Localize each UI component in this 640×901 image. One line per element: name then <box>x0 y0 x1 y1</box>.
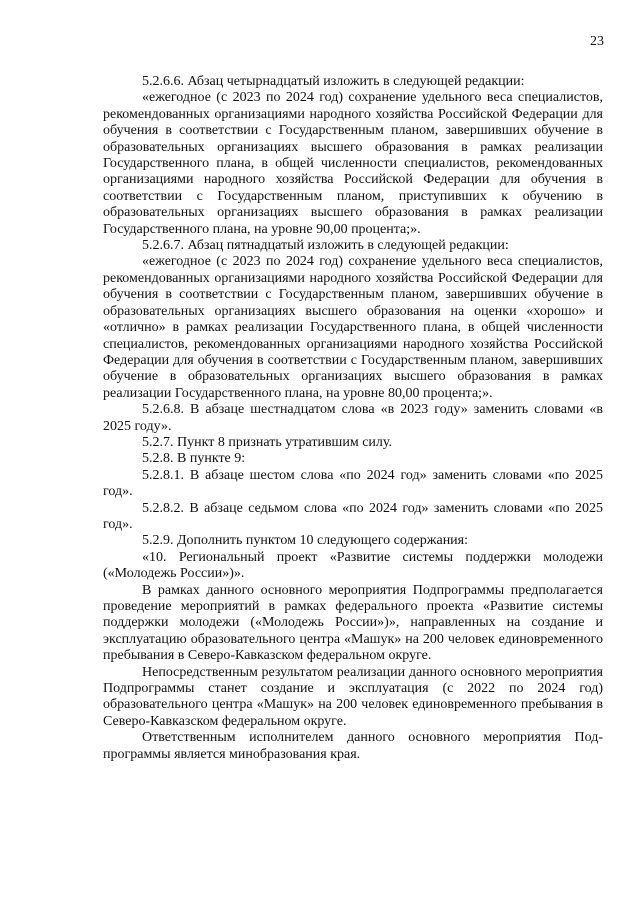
paragraph-regional-project-title: «10. Региональный проект «Развитие системы поддержки молодежи («Молодежь России»)». <box>103 549 603 582</box>
paragraph-project-result: Непосредственным результатом реализации данного основного мероприятия Подпрограммы станет создание и эксплуатация (с 2022 по 2024 год) образовательного центра «Машук» на 200 человек единовременного пребывания в Северо-Кавказском федеральном округе. <box>103 664 603 729</box>
paragraph-5-2-8-1: 5.2.8.1. В абзаце шестом слова «по 2024 год» заменить словами «по 2025 год». <box>103 467 603 500</box>
paragraph-5-2-7: 5.2.7. Пункт 8 признать утратившим силу. <box>142 434 392 450</box>
paragraph-responsible-executor: Ответственным исполнителем данного основного мероприятия Подпрограммы является минобразования края. <box>103 730 603 762</box>
paragraph-5-2-8: 5.2.8. В пункте 9: <box>142 451 246 467</box>
paragraph-5-2-6-7-heading: 5.2.6.7. Абзац пятнадцатый изложить в следующей редакции: <box>142 238 509 254</box>
paragraph-5-2-8-2: 5.2.8.2. В абзаце седьмом слова «по 2024 год» заменить словами «по 2025 год». <box>103 500 603 532</box>
paragraph-5-2-6-8: 5.2.6.8. В абзаце шестнадцатом слова «в 2023 году» заменить словами «в 2025 году». <box>103 402 603 434</box>
paragraph-5-2-6-6-heading: 5.2.6.6. Абзац четырнадцатый изложить в следующей редакции: <box>142 74 525 89</box>
paragraph-5-2-6-6-text: «ежегодное (с 2023 по 2024 год) сохранение удельного веса специалистов, рекомендованных организациями народного хозяйства Российской Федерации для обучения в соответствии с Государственным планом, завершивших обучение в образовательных организациях высшего образования в рамках реализации Государственного плана, в общей численности специалистов, рекомендованных организациями народного хозяйства Российской Федерации для обучения в соответствии с Государственным планом, приступивших к обучению в образовательных организациях высшего образования в рамках реализации Государственного плана, на уровне 90,00 процента;». <box>103 90 603 237</box>
paragraph-5-2-6-7-text: «ежегодное (с 2023 по 2024 год) сохранение удельного веса специалистов, рекомендованных организациями народного хозяйства Российской Федерации для обучения в соответствии с Государственным планом, завершивших обучение в образовательных организациях высшего образования на оценки «хорошо» и «отлично» в рамках реализации Государственного плана, в общей численности специалистов, рекомендованных организациями народного хозяйства Российской Федерации для обучения в соответствии с Государственным планом, завершивших обучение в образовательных организациях высшего образования в рамках реализации Государственного плана, на уровне 80,00 процента;». <box>103 254 603 401</box>
page-number: 23 <box>590 34 604 49</box>
paragraph-project-description: В рамках данного основного мероприятия Подпрограммы предполагается проведение мероприятий в рамках федерального проекта «Развитие системы поддержки молодежи («Молодежь России»)», направленных на создание и эксплуатацию образовательного центра «Машук» на 200 человек единовременного пребывания в Северо-Кавказском федеральном округе. <box>103 582 603 664</box>
document-body <box>103 74 603 763</box>
paragraph-5-2-9: 5.2.9. Дополнить пунктом 10 следующего содержания: <box>142 533 469 549</box>
